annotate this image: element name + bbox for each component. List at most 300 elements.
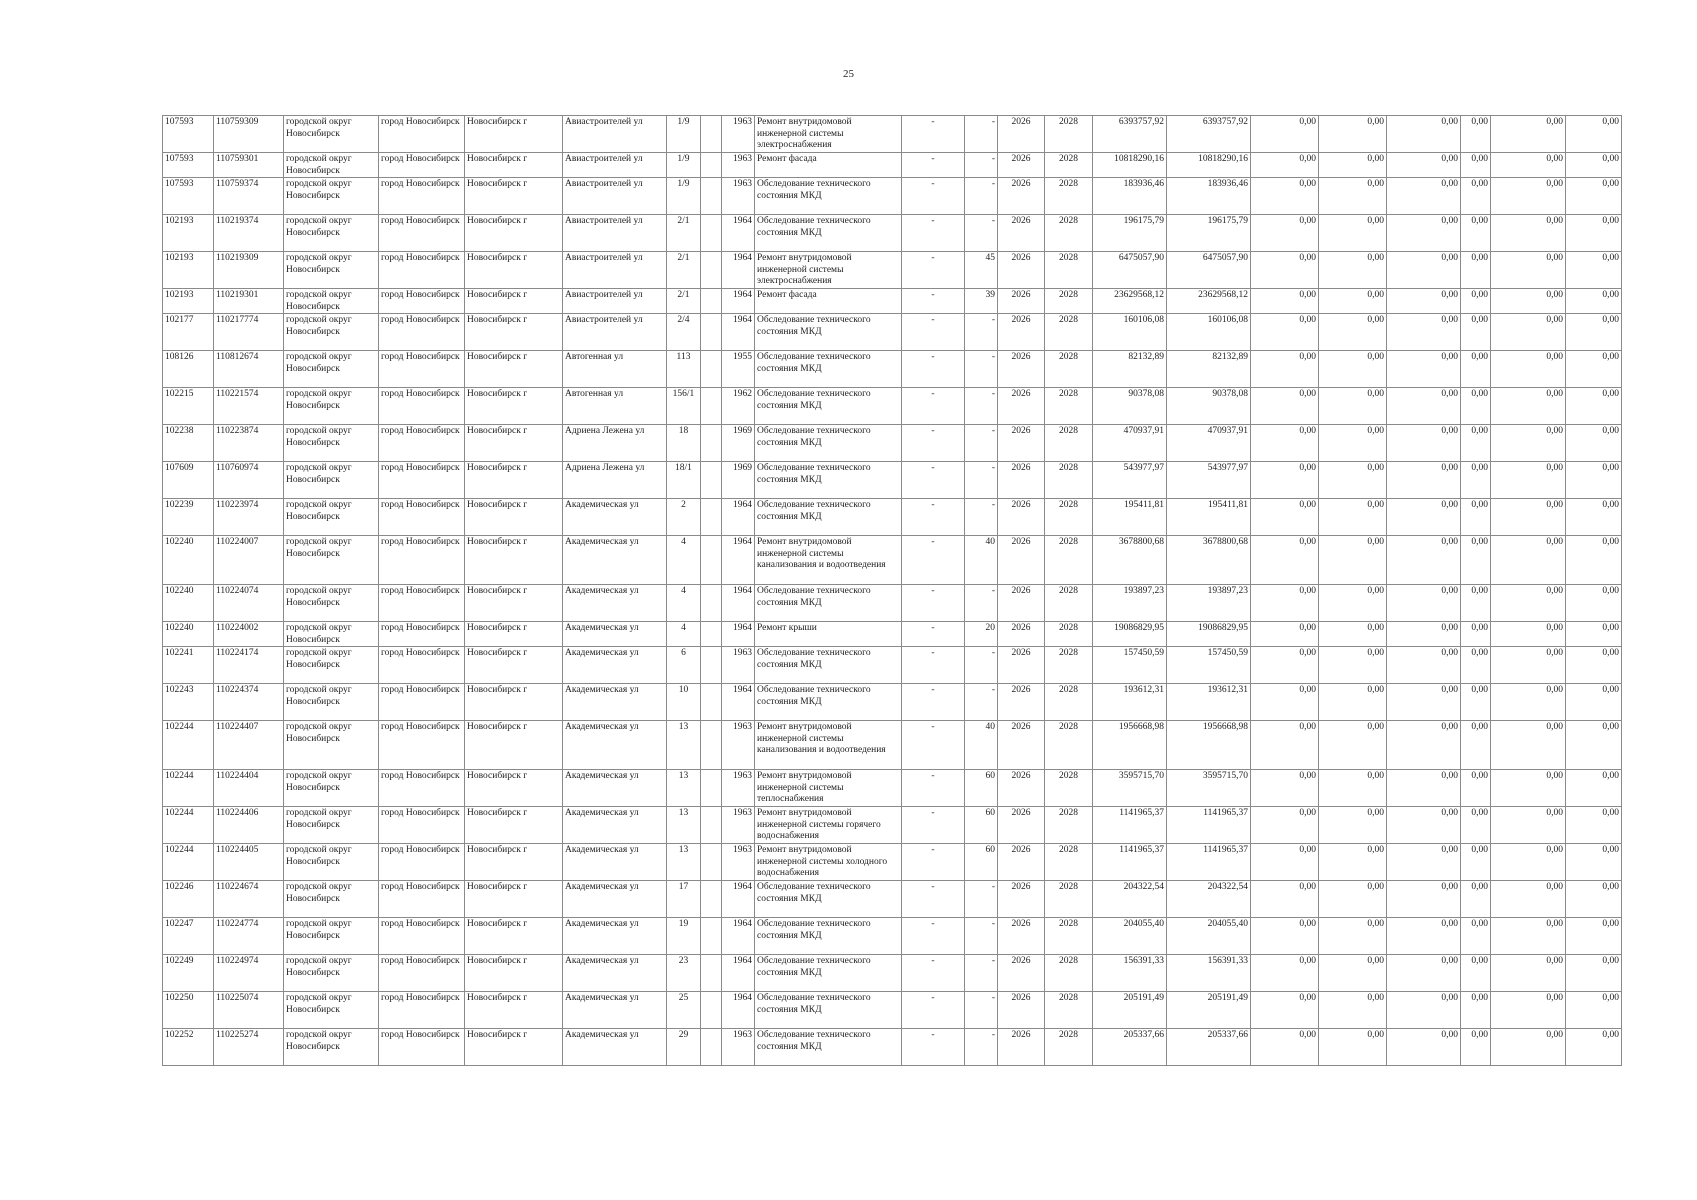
cell-budget-local: 0,00 (1387, 844, 1461, 881)
cell-wear-percent: - (965, 499, 998, 536)
cell-year-built: 1963 (722, 807, 755, 844)
cell-object-id: 102246 (163, 881, 214, 918)
cell-settlement: город Новосибирск (379, 351, 465, 388)
cell-budget-local: 0,00 (1387, 499, 1461, 536)
cell-year-built: 1955 (722, 351, 755, 388)
cell-start-year: 2026 (998, 955, 1045, 992)
cell-budget-regional: 0,00 (1319, 351, 1387, 388)
cell-total-cost: 3595715,70 (1093, 770, 1167, 807)
cell-building (701, 289, 722, 314)
table-row (163, 153, 1622, 178)
cell-other-1: 0,00 (1461, 351, 1491, 388)
cell-total-cost: 1141965,37 (1093, 844, 1167, 881)
cell-fund-cost: 6475057,90 (1167, 252, 1251, 289)
cell-building (701, 351, 722, 388)
cell-settlement: город Новосибирск (379, 388, 465, 425)
cell-settlement: город Новосибирск (379, 770, 465, 807)
cell-settlement: город Новосибирск (379, 844, 465, 881)
cell-object-id: 102250 (163, 992, 214, 1029)
cell-total-cost: 160106,08 (1093, 314, 1167, 351)
cell-owner-funds: 0,00 (1566, 536, 1622, 585)
cell-street: Авиастроителей ул (563, 289, 667, 314)
table-row (163, 388, 1622, 425)
cell-budget-federal: 0,00 (1251, 992, 1319, 1029)
cell-street: Академическая ул (563, 992, 667, 1029)
cell-start-year: 2026 (998, 499, 1045, 536)
cell-work-type: Ремонт внутридомовой инженерной системы электроснабжения (755, 252, 902, 289)
cell-owner-funds: 0,00 (1566, 684, 1622, 721)
cell-owner-funds: 0,00 (1566, 844, 1622, 881)
cell-municipal-district: городской округ Новосибирск (284, 314, 379, 351)
cell-planned-unit: - (902, 1029, 965, 1066)
cell-street: Академическая ул (563, 770, 667, 807)
cell-budget-federal: 0,00 (1251, 844, 1319, 881)
cell-locality: Новосибирск г (465, 622, 563, 647)
cell-planned-unit: - (902, 992, 965, 1029)
cell-year-built: 1964 (722, 992, 755, 1029)
cell-building (701, 684, 722, 721)
cell-settlement: город Новосибирск (379, 918, 465, 955)
cell-building (701, 425, 722, 462)
cell-budget-regional: 0,00 (1319, 252, 1387, 289)
cell-municipal-district: городской округ Новосибирск (284, 1029, 379, 1066)
cell-building (701, 770, 722, 807)
cell-locality: Новосибирск г (465, 215, 563, 252)
cell-budget-federal: 0,00 (1251, 721, 1319, 770)
register-body (163, 116, 1622, 1066)
cell-year-built: 1963 (722, 153, 755, 178)
cell-locality: Новосибирск г (465, 881, 563, 918)
cell-work-type: Ремонт фасада (755, 153, 902, 178)
cell-settlement: город Новосибирск (379, 215, 465, 252)
cell-year-built: 1962 (722, 388, 755, 425)
cell-start-year: 2026 (998, 807, 1045, 844)
cell-municipal-district: городской округ Новосибирск (284, 215, 379, 252)
cell-fund-cost: 204055,40 (1167, 918, 1251, 955)
cell-settlement: город Новосибирск (379, 462, 465, 499)
cell-fund-cost: 195411,81 (1167, 499, 1251, 536)
cell-work-type: Ремонт внутридомовой инженерной системы теплоснабжения (755, 770, 902, 807)
cell-year-built: 1964 (722, 314, 755, 351)
cell-budget-local: 0,00 (1387, 585, 1461, 622)
cell-budget-federal: 0,00 (1251, 462, 1319, 499)
cell-budget-local: 0,00 (1387, 881, 1461, 918)
cell-object-id: 107593 (163, 116, 214, 153)
cell-budget-local: 0,00 (1387, 425, 1461, 462)
cell-element-id: 110219374 (214, 215, 284, 252)
cell-budget-local: 0,00 (1387, 955, 1461, 992)
cell-municipal-district: городской округ Новосибирск (284, 499, 379, 536)
table-row (163, 684, 1622, 721)
cell-locality: Новосибирск г (465, 992, 563, 1029)
table-row (163, 536, 1622, 585)
cell-other-1: 0,00 (1461, 807, 1491, 844)
table-row (163, 770, 1622, 807)
cell-other-2: 0,00 (1491, 585, 1566, 622)
cell-element-id: 110224404 (214, 770, 284, 807)
cell-element-id: 110224407 (214, 721, 284, 770)
cell-total-cost: 6475057,90 (1093, 252, 1167, 289)
cell-other-1: 0,00 (1461, 844, 1491, 881)
cell-owner-funds: 0,00 (1566, 807, 1622, 844)
cell-total-cost: 193612,31 (1093, 684, 1167, 721)
table-row (163, 807, 1622, 844)
cell-building (701, 215, 722, 252)
cell-owner-funds: 0,00 (1566, 955, 1622, 992)
cell-work-type: Обследование технического состояния МКД (755, 351, 902, 388)
cell-settlement: город Новосибирск (379, 955, 465, 992)
cell-year-built: 1964 (722, 881, 755, 918)
cell-start-year: 2026 (998, 153, 1045, 178)
cell-budget-regional: 0,00 (1319, 918, 1387, 955)
cell-street: Авиастроителей ул (563, 153, 667, 178)
cell-end-year: 2028 (1045, 314, 1093, 351)
cell-budget-federal: 0,00 (1251, 881, 1319, 918)
cell-work-type: Обследование технического состояния МКД (755, 178, 902, 215)
cell-building (701, 462, 722, 499)
cell-start-year: 2026 (998, 252, 1045, 289)
cell-locality: Новосибирск г (465, 252, 563, 289)
cell-planned-unit: - (902, 807, 965, 844)
table-row (163, 955, 1622, 992)
cell-wear-percent: - (965, 585, 998, 622)
cell-other-2: 0,00 (1491, 684, 1566, 721)
cell-end-year: 2028 (1045, 289, 1093, 314)
cell-object-id: 107593 (163, 153, 214, 178)
cell-owner-funds: 0,00 (1566, 116, 1622, 153)
cell-planned-unit: - (902, 425, 965, 462)
cell-settlement: город Новосибирск (379, 881, 465, 918)
cell-budget-local: 0,00 (1387, 215, 1461, 252)
cell-object-id: 102244 (163, 844, 214, 881)
cell-wear-percent: 39 (965, 289, 998, 314)
cell-planned-unit: - (902, 918, 965, 955)
cell-fund-cost: 196175,79 (1167, 215, 1251, 252)
cell-other-1: 0,00 (1461, 585, 1491, 622)
cell-house-number: 6 (667, 647, 701, 684)
cell-budget-local: 0,00 (1387, 918, 1461, 955)
cell-budget-local: 0,00 (1387, 1029, 1461, 1066)
cell-street: Авиастроителей ул (563, 215, 667, 252)
cell-planned-unit: - (902, 314, 965, 351)
cell-start-year: 2026 (998, 647, 1045, 684)
cell-fund-cost: 82132,89 (1167, 351, 1251, 388)
cell-other-1: 0,00 (1461, 178, 1491, 215)
cell-start-year: 2026 (998, 881, 1045, 918)
cell-start-year: 2026 (998, 536, 1045, 585)
cell-municipal-district: городской округ Новосибирск (284, 955, 379, 992)
cell-year-built: 1963 (722, 770, 755, 807)
cell-element-id: 110812674 (214, 351, 284, 388)
cell-municipal-district: городской округ Новосибирск (284, 807, 379, 844)
cell-planned-unit: - (902, 252, 965, 289)
cell-end-year: 2028 (1045, 351, 1093, 388)
cell-budget-regional: 0,00 (1319, 721, 1387, 770)
cell-start-year: 2026 (998, 770, 1045, 807)
cell-start-year: 2026 (998, 462, 1045, 499)
cell-house-number: 25 (667, 992, 701, 1029)
cell-owner-funds: 0,00 (1566, 881, 1622, 918)
table-row (163, 585, 1622, 622)
cell-element-id: 110225074 (214, 992, 284, 1029)
cell-planned-unit: - (902, 462, 965, 499)
cell-other-2: 0,00 (1491, 647, 1566, 684)
cell-building (701, 499, 722, 536)
cell-building (701, 153, 722, 178)
cell-end-year: 2028 (1045, 844, 1093, 881)
cell-object-id: 102193 (163, 252, 214, 289)
cell-wear-percent: - (965, 647, 998, 684)
cell-start-year: 2026 (998, 844, 1045, 881)
cell-total-cost: 1956668,98 (1093, 721, 1167, 770)
table-row (163, 252, 1622, 289)
cell-house-number: 113 (667, 351, 701, 388)
cell-house-number: 1/9 (667, 178, 701, 215)
cell-object-id: 102244 (163, 770, 214, 807)
cell-building (701, 178, 722, 215)
cell-wear-percent: 45 (965, 252, 998, 289)
table-row (163, 116, 1622, 153)
cell-other-2: 0,00 (1491, 499, 1566, 536)
cell-wear-percent: - (965, 314, 998, 351)
cell-budget-federal: 0,00 (1251, 955, 1319, 992)
cell-budget-federal: 0,00 (1251, 153, 1319, 178)
cell-fund-cost: 23629568,12 (1167, 289, 1251, 314)
cell-wear-percent: - (965, 1029, 998, 1066)
cell-work-type: Обследование технического состояния МКД (755, 1029, 902, 1066)
cell-start-year: 2026 (998, 314, 1045, 351)
cell-owner-funds: 0,00 (1566, 215, 1622, 252)
cell-wear-percent: 60 (965, 770, 998, 807)
cell-year-built: 1964 (722, 918, 755, 955)
table-row (163, 1029, 1622, 1066)
cell-house-number: 1/9 (667, 153, 701, 178)
cell-owner-funds: 0,00 (1566, 289, 1622, 314)
cell-budget-federal: 0,00 (1251, 1029, 1319, 1066)
cell-object-id: 102240 (163, 622, 214, 647)
table-row (163, 844, 1622, 881)
cell-total-cost: 205191,49 (1093, 992, 1167, 1029)
cell-municipal-district: городской округ Новосибирск (284, 153, 379, 178)
cell-budget-local: 0,00 (1387, 684, 1461, 721)
cell-settlement: город Новосибирск (379, 314, 465, 351)
cell-other-2: 0,00 (1491, 622, 1566, 647)
cell-street: Академическая ул (563, 536, 667, 585)
cell-budget-federal: 0,00 (1251, 314, 1319, 351)
cell-end-year: 2028 (1045, 425, 1093, 462)
cell-street: Адриена Лежена ул (563, 462, 667, 499)
cell-object-id: 107609 (163, 462, 214, 499)
cell-end-year: 2028 (1045, 684, 1093, 721)
cell-object-id: 102243 (163, 684, 214, 721)
cell-budget-regional: 0,00 (1319, 622, 1387, 647)
cell-other-1: 0,00 (1461, 770, 1491, 807)
cell-budget-regional: 0,00 (1319, 684, 1387, 721)
cell-end-year: 2028 (1045, 178, 1093, 215)
cell-object-id: 102244 (163, 807, 214, 844)
cell-total-cost: 157450,59 (1093, 647, 1167, 684)
cell-municipal-district: городской округ Новосибирск (284, 585, 379, 622)
cell-year-built: 1964 (722, 289, 755, 314)
cell-other-2: 0,00 (1491, 536, 1566, 585)
cell-budget-federal: 0,00 (1251, 351, 1319, 388)
cell-object-id: 102252 (163, 1029, 214, 1066)
cell-budget-federal: 0,00 (1251, 252, 1319, 289)
cell-planned-unit: - (902, 388, 965, 425)
cell-wear-percent: - (965, 881, 998, 918)
cell-end-year: 2028 (1045, 881, 1093, 918)
cell-house-number: 1/9 (667, 116, 701, 153)
cell-municipal-district: городской округ Новосибирск (284, 721, 379, 770)
cell-other-1: 0,00 (1461, 647, 1491, 684)
cell-settlement: город Новосибирск (379, 425, 465, 462)
cell-locality: Новосибирск г (465, 153, 563, 178)
cell-owner-funds: 0,00 (1566, 585, 1622, 622)
cell-fund-cost: 205191,49 (1167, 992, 1251, 1029)
cell-wear-percent: - (965, 684, 998, 721)
cell-locality: Новосибирск г (465, 844, 563, 881)
table-row (163, 462, 1622, 499)
cell-wear-percent: - (965, 178, 998, 215)
cell-budget-regional: 0,00 (1319, 116, 1387, 153)
cell-total-cost: 156391,33 (1093, 955, 1167, 992)
cell-end-year: 2028 (1045, 462, 1093, 499)
cell-building (701, 844, 722, 881)
cell-building (701, 1029, 722, 1066)
cell-other-2: 0,00 (1491, 918, 1566, 955)
table-row (163, 215, 1622, 252)
cell-municipal-district: городской округ Новосибирск (284, 462, 379, 499)
cell-wear-percent: - (965, 425, 998, 462)
cell-building (701, 647, 722, 684)
cell-budget-regional: 0,00 (1319, 178, 1387, 215)
cell-house-number: 156/1 (667, 388, 701, 425)
cell-locality: Новосибирск г (465, 770, 563, 807)
cell-start-year: 2026 (998, 215, 1045, 252)
cell-wear-percent: - (965, 116, 998, 153)
cell-year-built: 1969 (722, 462, 755, 499)
cell-total-cost: 23629568,12 (1093, 289, 1167, 314)
cell-total-cost: 6393757,92 (1093, 116, 1167, 153)
cell-other-1: 0,00 (1461, 252, 1491, 289)
cell-element-id: 110224674 (214, 881, 284, 918)
cell-street: Авиастроителей ул (563, 314, 667, 351)
cell-building (701, 721, 722, 770)
cell-wear-percent: - (965, 215, 998, 252)
cell-other-2: 0,00 (1491, 178, 1566, 215)
cell-house-number: 13 (667, 770, 701, 807)
cell-municipal-district: городской округ Новосибирск (284, 425, 379, 462)
cell-work-type: Ремонт внутридомовой инженерной системы холодного водоснабжения (755, 844, 902, 881)
cell-other-1: 0,00 (1461, 992, 1491, 1029)
cell-start-year: 2026 (998, 585, 1045, 622)
cell-municipal-district: городской округ Новосибирск (284, 844, 379, 881)
cell-budget-regional: 0,00 (1319, 289, 1387, 314)
cell-element-id: 110224074 (214, 585, 284, 622)
cell-street: Адриена Лежена ул (563, 425, 667, 462)
cell-year-built: 1964 (722, 585, 755, 622)
table-row (163, 178, 1622, 215)
cell-year-built: 1964 (722, 622, 755, 647)
cell-other-2: 0,00 (1491, 807, 1566, 844)
cell-budget-federal: 0,00 (1251, 289, 1319, 314)
cell-total-cost: 82132,89 (1093, 351, 1167, 388)
cell-house-number: 2 (667, 499, 701, 536)
cell-total-cost: 10818290,16 (1093, 153, 1167, 178)
cell-wear-percent: - (965, 955, 998, 992)
cell-locality: Новосибирск г (465, 684, 563, 721)
cell-other-2: 0,00 (1491, 881, 1566, 918)
cell-fund-cost: 90378,08 (1167, 388, 1251, 425)
cell-other-1: 0,00 (1461, 462, 1491, 499)
cell-planned-unit: - (902, 647, 965, 684)
cell-municipal-district: городской округ Новосибирск (284, 647, 379, 684)
cell-other-2: 0,00 (1491, 1029, 1566, 1066)
cell-year-built: 1963 (722, 178, 755, 215)
cell-year-built: 1963 (722, 844, 755, 881)
cell-end-year: 2028 (1045, 918, 1093, 955)
cell-municipal-district: городской округ Новосибирск (284, 992, 379, 1029)
cell-owner-funds: 0,00 (1566, 918, 1622, 955)
cell-street: Академическая ул (563, 807, 667, 844)
cell-budget-regional: 0,00 (1319, 1029, 1387, 1066)
cell-end-year: 2028 (1045, 721, 1093, 770)
cell-budget-regional: 0,00 (1319, 314, 1387, 351)
cell-start-year: 2026 (998, 1029, 1045, 1066)
cell-start-year: 2026 (998, 425, 1045, 462)
cell-budget-local: 0,00 (1387, 721, 1461, 770)
cell-municipal-district: городской округ Новосибирск (284, 536, 379, 585)
cell-planned-unit: - (902, 153, 965, 178)
cell-budget-regional: 0,00 (1319, 388, 1387, 425)
cell-element-id: 110224405 (214, 844, 284, 881)
cell-planned-unit: - (902, 721, 965, 770)
cell-street: Авиастроителей ул (563, 178, 667, 215)
cell-start-year: 2026 (998, 721, 1045, 770)
cell-locality: Новосибирск г (465, 425, 563, 462)
table-row (163, 351, 1622, 388)
cell-budget-federal: 0,00 (1251, 499, 1319, 536)
cell-other-2: 0,00 (1491, 314, 1566, 351)
cell-end-year: 2028 (1045, 622, 1093, 647)
cell-element-id: 110219309 (214, 252, 284, 289)
cell-locality: Новосибирск г (465, 388, 563, 425)
cell-total-cost: 470937,91 (1093, 425, 1167, 462)
cell-end-year: 2028 (1045, 499, 1093, 536)
cell-budget-regional: 0,00 (1319, 536, 1387, 585)
cell-owner-funds: 0,00 (1566, 499, 1622, 536)
cell-other-1: 0,00 (1461, 1029, 1491, 1066)
cell-budget-regional: 0,00 (1319, 992, 1387, 1029)
cell-locality: Новосибирск г (465, 314, 563, 351)
cell-element-id: 110759301 (214, 153, 284, 178)
cell-settlement: город Новосибирск (379, 684, 465, 721)
cell-wear-percent: - (965, 351, 998, 388)
cell-street: Авиастроителей ул (563, 252, 667, 289)
cell-fund-cost: 156391,33 (1167, 955, 1251, 992)
cell-wear-percent: 40 (965, 721, 998, 770)
cell-object-id: 102240 (163, 536, 214, 585)
cell-element-id: 110224374 (214, 684, 284, 721)
cell-planned-unit: - (902, 684, 965, 721)
cell-municipal-district: городской округ Новосибирск (284, 622, 379, 647)
cell-house-number: 2/4 (667, 314, 701, 351)
cell-budget-local: 0,00 (1387, 770, 1461, 807)
cell-total-cost: 204055,40 (1093, 918, 1167, 955)
cell-element-id: 110760974 (214, 462, 284, 499)
cell-end-year: 2028 (1045, 955, 1093, 992)
cell-element-id: 110224002 (214, 622, 284, 647)
